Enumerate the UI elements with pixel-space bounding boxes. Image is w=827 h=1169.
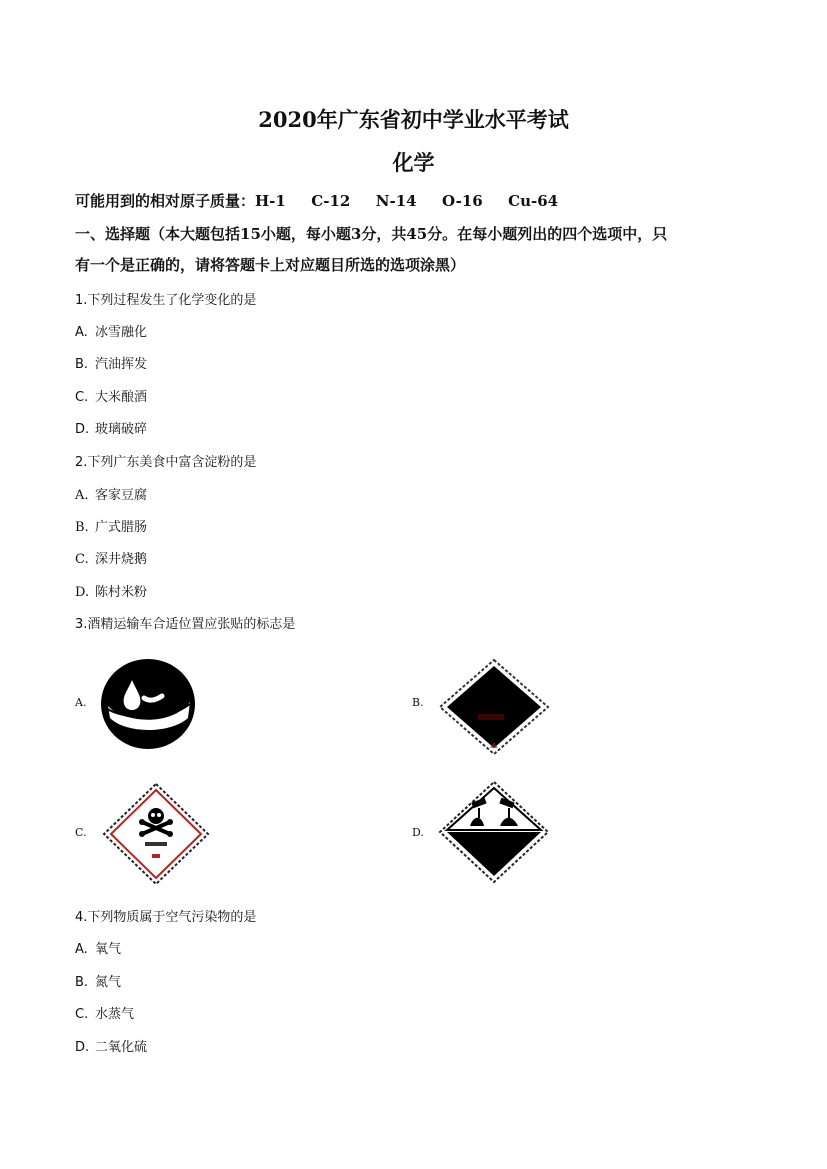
skull-toxic-sign-icon (100, 780, 212, 888)
question-2-stem: 2.下列广东美食中富含淀粉的是 (75, 455, 257, 470)
question-3-option-a-label: A. (75, 696, 87, 709)
question-1-option-d: D. 玻璃破碎 (75, 422, 148, 437)
section-heading-line2: 有一个是正确的，请将答题卡上对应题目所选的选项涂黑） (75, 256, 466, 274)
question-3-stem: 3.酒精运输车合适位置应张贴的标志是 (75, 617, 296, 632)
question-2-option-d: D. 陈村米粉 (75, 585, 148, 600)
page-title: 2020年广东省初中学业水平考试 (258, 107, 569, 132)
question-4-option-c: C. 水蒸气 (75, 1007, 135, 1022)
question-1-option-b: B. 汽油挥发 (75, 357, 148, 372)
question-4-option-b: B. 氮气 (75, 975, 122, 990)
corrosive-sign-icon (438, 780, 550, 884)
question-4-stem: 4.下列物质属于空气污染物的是 (75, 910, 257, 925)
question-3-option-b-label: B. (412, 696, 424, 709)
section-heading-line1: 一、选择题（本大题包括15小题，每小题3分，共45分。在每小题列出的四个选项中，只 (75, 225, 668, 243)
question-1-option-c: C. 大米酿酒 (75, 390, 148, 405)
question-4-option-a: A. 氧气 (75, 942, 122, 957)
black-diamond-sign-icon (438, 658, 550, 756)
question-3-option-d-label: D. (412, 826, 424, 839)
atomic-masses-line: 可能用到的相对原子质量：H-1 C-12 N-14 O-16 Cu-64 (75, 192, 559, 210)
subject-title: 化学 (392, 150, 435, 175)
water-drop-sign-icon (100, 658, 196, 750)
question-4-option-d: D. 二氧化硫 (75, 1040, 148, 1055)
question-2-option-a: A. 客家豆腐 (75, 488, 148, 503)
question-1-option-a: A. 冰雪融化 (75, 325, 148, 340)
question-3-option-c-label: C. (75, 826, 87, 839)
question-2-option-c: C. 深井烧鹅 (75, 552, 148, 567)
question-2-option-b: B. 广式腊肠 (75, 520, 148, 535)
question-1-stem: 1.下列过程发生了化学变化的是 (75, 293, 257, 308)
